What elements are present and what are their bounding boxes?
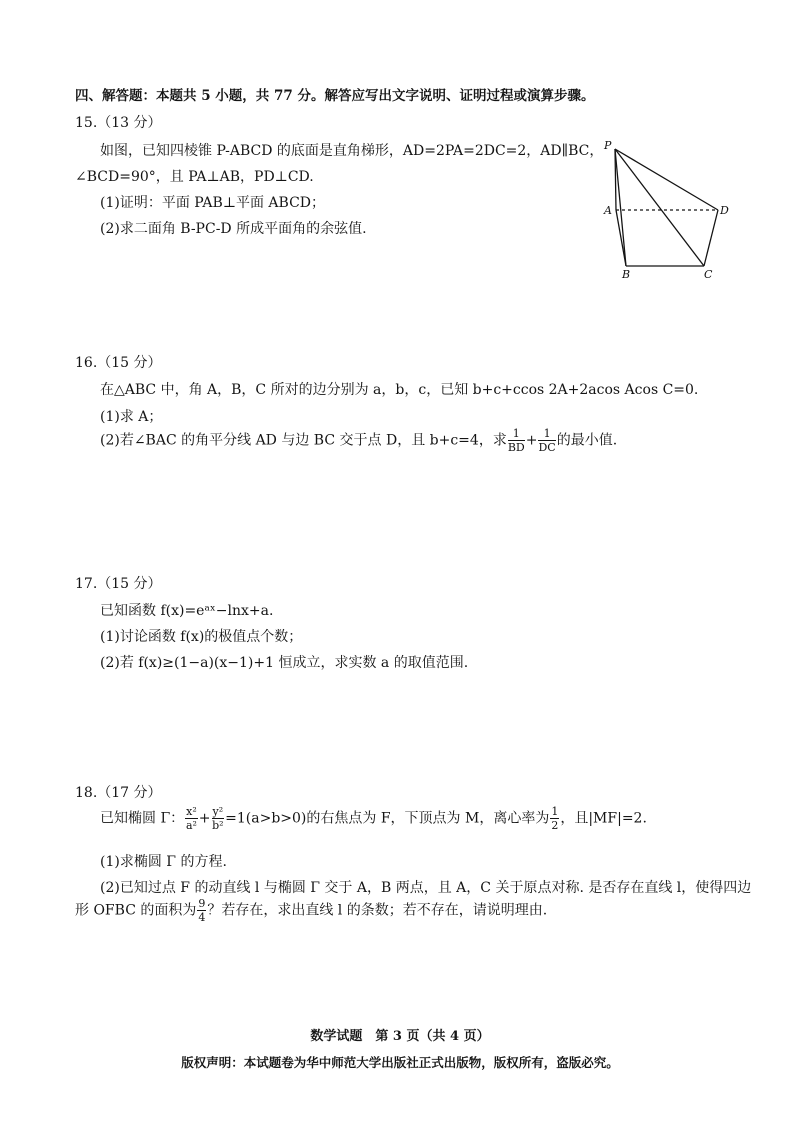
fraction-denominator: BD	[507, 441, 525, 454]
problem-18-line-1-end: ，且|MF|=2.	[560, 810, 647, 827]
fraction-denominator: 4	[198, 911, 206, 924]
problem-16-part-2-text: (2)若∠BAC 的角平分线 AD 与边 BC 交于点 D，且 b+c=4，求	[100, 432, 507, 449]
fraction-numerator: 1	[551, 805, 559, 818]
plus-sign: +	[198, 810, 211, 827]
problem-18-part-2-cont	[75, 898, 547, 923]
problem-15-number: 15.（13 分）	[75, 115, 162, 131]
problem-17-part-1: (1)讨论函数 f(x)的极值点个数；	[100, 629, 303, 645]
fraction-numerator: y²	[212, 805, 224, 818]
problem-18-number: 18.（17 分）	[75, 785, 162, 801]
problem-17-part-2: (2)若 f(x)≥(1−a)(x−1)+1 恒成立，求实数 a 的取值范围.	[100, 655, 469, 671]
problem-16-line-1: 在△ABC 中，角 A，B，C 所对的边分别为 a，b，c，已知 b+c+ccos 2A+2acos Acos C=0.	[100, 382, 699, 398]
problem-16-number: 16.（15 分）	[75, 355, 162, 371]
edge-cd	[704, 210, 718, 266]
fraction-1-over-bd	[508, 428, 525, 453]
label-c: C	[704, 268, 713, 281]
fraction-numerator: 9	[198, 897, 206, 910]
label-d: D	[720, 204, 729, 217]
fraction-numerator: x²	[186, 805, 197, 818]
fraction-denominator: b²	[212, 819, 224, 832]
pyramid-figure	[598, 132, 748, 282]
fraction-1-over-dc	[538, 428, 555, 453]
fraction-denominator: a²	[186, 819, 197, 832]
edge-pc	[615, 149, 704, 266]
copyright-notice: 版权声明：本试题卷为华中师范大学出版社正式出版物，版权所有，盗版必究。	[181, 1055, 619, 1070]
problem-15-line-2: ∠BCD=90°，且 PA⊥AB，PD⊥CD.	[75, 169, 314, 185]
page-number: 数学试题 第 3 页（共 4 页）	[310, 1029, 490, 1044]
problem-17-line-1: 已知函数 f(x)=eᵃˣ−lnx+a.	[100, 603, 274, 619]
fraction-numerator: 1	[508, 428, 525, 441]
problem-15-part-1: (1)证明：平面 PAB⊥平面 ABCD；	[100, 195, 326, 211]
problem-18-part-2: (2)已知过点 F 的动直线 l 与椭圆 Γ 交于 A，B 两点，且 A，C 关于原点对称. 是否存在直线 l，使得四边	[100, 880, 752, 896]
problem-18-line-1-mid: =1(a>b>0)的右焦点为 F，下顶点为 M，离心率为	[225, 810, 550, 827]
fraction-one-half	[550, 806, 559, 831]
fraction-x2-over-a2	[185, 806, 198, 831]
fraction-denominator: DC	[538, 441, 556, 454]
plus-sign: +	[525, 432, 538, 449]
problem-18-part-2-cont-end: ？若存在，求出直线 l 的条数；若不存在，请说明理由.	[207, 902, 548, 919]
fraction-numerator: 1	[538, 428, 555, 441]
problem-15-part-2: (2)求二面角 B-PC-D 所成平面角的余弦值.	[100, 221, 367, 237]
edge-pb	[615, 149, 626, 266]
label-p: P	[604, 139, 612, 152]
label-a: A	[604, 204, 612, 217]
label-b: B	[622, 268, 631, 281]
problem-16-part-1: (1)求 A；	[100, 409, 163, 425]
section-heading: 四、解答题：本题共 5 小题，共 77 分。解答应写出文字说明、证明过程或演算步骤。	[75, 88, 595, 104]
problem-18-part-2-cont-text: 形 OFBC 的面积为	[75, 902, 197, 919]
problem-18-line-1-text: 已知椭圆 Γ：	[100, 810, 185, 827]
fraction-y2-over-b2	[212, 806, 225, 831]
edge-pd	[615, 149, 718, 210]
problem-17-number: 17.（15 分）	[75, 576, 162, 592]
fraction-denominator: 2	[551, 819, 559, 832]
problem-16-part-2	[100, 428, 617, 453]
problem-15-line-1: 如图，已知四棱锥 P-ABCD 的底面是直角梯形，AD=2PA=2DC=2，AD∥BC，	[100, 143, 604, 159]
problem-18-part-1: (1)求椭圆 Γ 的方程.	[100, 854, 227, 870]
fraction-9-over-4	[197, 898, 206, 923]
problem-18-line-1	[100, 806, 647, 831]
problem-16-part-2-end: 的最小值.	[556, 432, 618, 449]
